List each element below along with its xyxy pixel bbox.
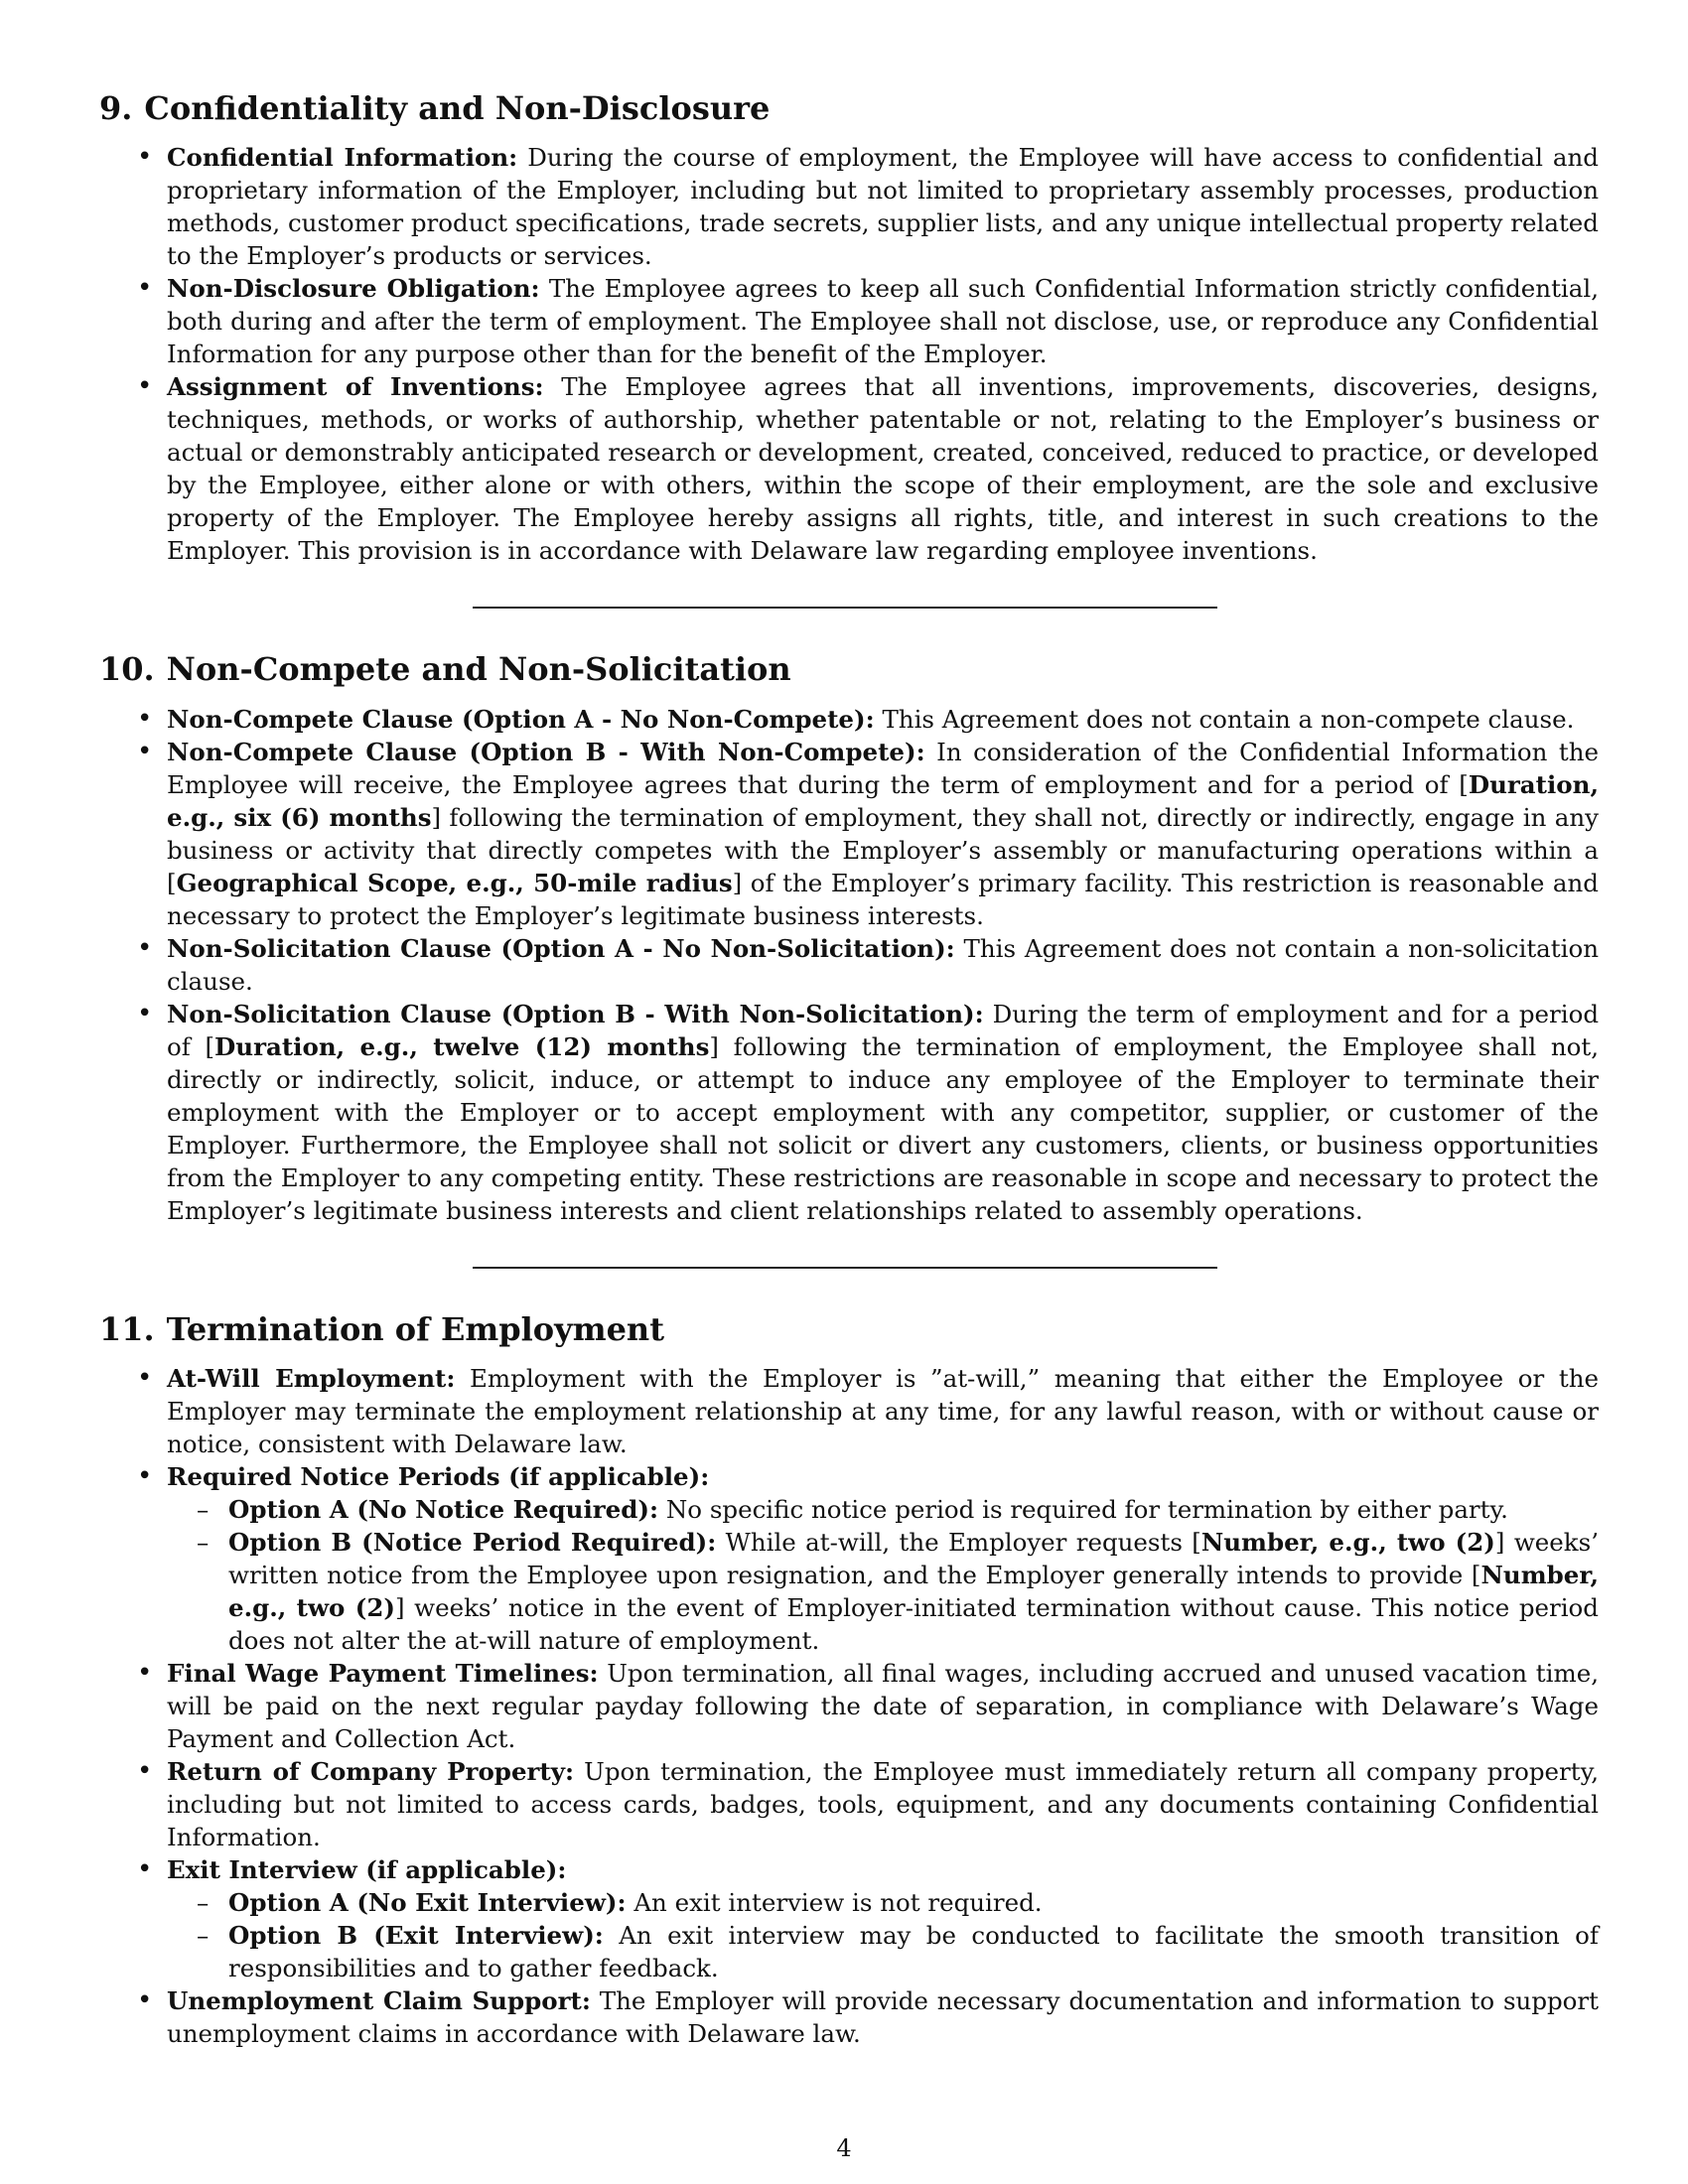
item-lead: Return of Company Property: [167, 1757, 575, 1787]
list-item-assignment-of-inventions [167, 370, 1599, 567]
item-lead: Required Notice Periods (if applicable): [167, 1462, 710, 1492]
section-non-compete [99, 650, 1599, 1226]
placeholder-duration: Duration, e.g., six (6) months [167, 769, 1599, 832]
placeholder-duration: Duration, e.g., twelve (12) months [214, 1031, 710, 1061]
list-item-non-solicitation-option-b [167, 998, 1599, 1227]
item-lead: At-Will Employment: [167, 1364, 456, 1394]
item-lead: Final Wage Payment Timelines: [167, 1659, 599, 1689]
list-item-final-wage-payment [167, 1657, 1599, 1755]
item-text: The Employee agrees to keep all such Confidential Information strictly confidential, both during and after the term of employment. The Employee shall not disclose, use, or reproduce any Confidential Information for any purpose other than for the benefit of the Employer. [167, 274, 1599, 369]
placeholder-number: Number, e.g., two (2) [228, 1561, 1599, 1623]
item-text: Upon termination, the Employee must immediately return all company property, including but not limited to access cards, badges, tools, equipment, and any documents containing Confidential Information. [167, 1757, 1599, 1852]
sub-item-list [167, 1886, 1599, 1984]
item-text: ] of the Employer’s primary facility. This restriction is reasonable and necessary to protect the Employer’s legitimate business interests. [167, 868, 1599, 930]
item-text: The Employee agrees that all inventions, improvements, discoveries, designs, techniques, methods, or works of authorship, whether patentable or not, relating to the Employer’s business or actual or demonstrably anticipated research or development, created, conceived, reduced to practice, or developed by the Employee, either alone or with others, within the scope of their employment, are the sole and exclusive property of the Employer. The Employee hereby assigns all rights, title, and interest in such creations to the Employer. This provision is in accordance with Delaware law regarding employee inventions. [167, 372, 1600, 566]
section-confidentiality [99, 89, 1599, 567]
item-text: Upon termination, all final wages, including accrued and unused vacation time, will be paid on the next regular payday following the date of separation, in compliance with Delaware’s Wage Payment and Collection Act. [167, 1659, 1599, 1754]
sub-item-exit-option-b [228, 1919, 1599, 1984]
section-number: 9. [99, 89, 133, 127]
item-lead: Exit Interview (if applicable): [167, 1855, 567, 1885]
item-lead: Assignment of Inventions: [167, 372, 544, 402]
section-number: 10. [99, 650, 155, 689]
item-lead: Non-Solicitation Clause (Option A - No Non-Solicitation): [167, 933, 955, 963]
section-item-list [99, 1362, 1599, 2050]
document-page [99, 89, 1599, 2050]
section-item-list [99, 141, 1599, 567]
item-text: ] weeks’ written notice from the Employee upon resignation, and the Employer generally intends to provide [ [228, 1528, 1599, 1590]
item-lead: Option B (Exit Interview): [228, 1921, 604, 1951]
item-lead: Option A (No Notice Required): [228, 1495, 659, 1525]
section-title: Confidentiality and Non-Disclosure [144, 89, 771, 127]
item-text: An exit interview may be conducted to facilitate the smooth transition of responsibilities and to gather feedback. [228, 1921, 1599, 1983]
item-lead: Non-Solicitation Clause (Option B - With Non-Solicitation): [167, 999, 984, 1028]
placeholder-geographical-scope: Geographical Scope, e.g., 50-mile radius [176, 868, 733, 897]
item-lead: Confidential Information: [167, 143, 518, 173]
item-text: ] following the termination of employment, they shall not, directly or indirectly, engage in any business or activity that directly competes with the Employer’s assembly or manufacturing operations within a [ [167, 802, 1599, 897]
item-text: This Agreement does not contain a non-solicitation clause. [167, 933, 1599, 996]
item-text: During the course of employment, the Employee will have access to confidential and proprietary information of the Employer, including but not limited to proprietary assembly processes, production methods, customer product specifications, trade secrets, supplier lists, and any unique intellectual property related to the Employer’s products or services. [167, 143, 1599, 271]
item-lead: Non-Compete Clause (Option B - With Non-Compete): [167, 737, 925, 766]
list-item-unemployment-claim-support [167, 1984, 1599, 2050]
item-lead: Non-Disclosure Obligation: [167, 274, 540, 304]
sub-item-list [167, 1493, 1599, 1657]
section-heading [99, 1310, 1599, 1348]
item-text: During the term of employment and for a period of [ [167, 999, 1599, 1061]
sub-item-notice-option-a [228, 1493, 1599, 1526]
list-item-at-will-employment [167, 1362, 1599, 1460]
list-item-return-of-company-property [167, 1755, 1599, 1853]
list-item-non-disclosure-obligation [167, 272, 1599, 370]
item-text: Employment with the Employer is ”at-will,” meaning that either the Employee or the Employer may terminate the employment relationship at any time, for any lawful reason, with or without cause or notice, consistent with Delaware law. [167, 1364, 1599, 1459]
sub-item-notice-option-b [228, 1526, 1599, 1657]
list-item-non-compete-option-b [167, 736, 1599, 932]
list-item-non-solicitation-option-a [167, 932, 1599, 998]
item-lead: Option A (No Exit Interview): [228, 1888, 627, 1918]
section-title: Termination of Employment [166, 1309, 664, 1348]
list-item-confidential-information [167, 141, 1599, 272]
section-number: 11. [99, 1309, 155, 1348]
section-termination [99, 1310, 1599, 2050]
item-text: In consideration of the Confidential Information the Employee will receive, the Employee agrees that during the term of employment and for a period of [ [167, 737, 1600, 799]
item-lead: Non-Compete Clause (Option A - No Non-Compete): [167, 704, 875, 734]
section-heading [99, 89, 1599, 127]
item-text: ] weeks’ notice in the event of Employer-initiated termination without cause. This notice period does not alter the at-will nature of employment. [228, 1593, 1599, 1656]
item-text: While at-will, the Employer requests [ [725, 1528, 1201, 1558]
list-item-exit-interview [167, 1853, 1599, 1984]
sub-item-exit-option-a [228, 1886, 1599, 1919]
item-text: No specific notice period is required for termination by either party. [665, 1495, 1508, 1525]
list-item-required-notice-periods [167, 1460, 1599, 1657]
item-text: This Agreement does not contain a non-compete clause. [882, 704, 1575, 734]
section-divider [473, 607, 1217, 609]
section-item-list [99, 703, 1599, 1227]
item-lead: Unemployment Claim Support: [167, 1986, 591, 2016]
list-item-non-compete-option-a [167, 703, 1599, 736]
page-number: 4 [836, 2134, 852, 2162]
section-heading [99, 650, 1599, 688]
placeholder-number: Number, e.g., two (2) [1200, 1528, 1495, 1558]
item-text: ] following the termination of employment, the Employee shall not, directly or indirectly, solicit, induce, or attempt to induce any employee of the Employer to terminate their employment with the Employer or to accept employment with any competitor, supplier, or customer of the Employer. Furthermore, the Employee shall not solicit or divert any customers, clients, or business opportunities from the Employer to any competing entity. These restrictions are reasonable in scope and necessary to protect the Employer’s legitimate business interests and client relationships related to assembly operations. [167, 1031, 1599, 1225]
item-lead: Option B (Notice Period Required): [228, 1528, 717, 1558]
item-text: The Employer will provide necessary documentation and information to support unemployment claims in accordance with Delaware law. [167, 1986, 1599, 2049]
item-text: An exit interview is not required. [633, 1888, 1043, 1918]
section-divider [473, 1267, 1217, 1269]
section-title: Non-Compete and Non-Solicitation [166, 650, 791, 689]
